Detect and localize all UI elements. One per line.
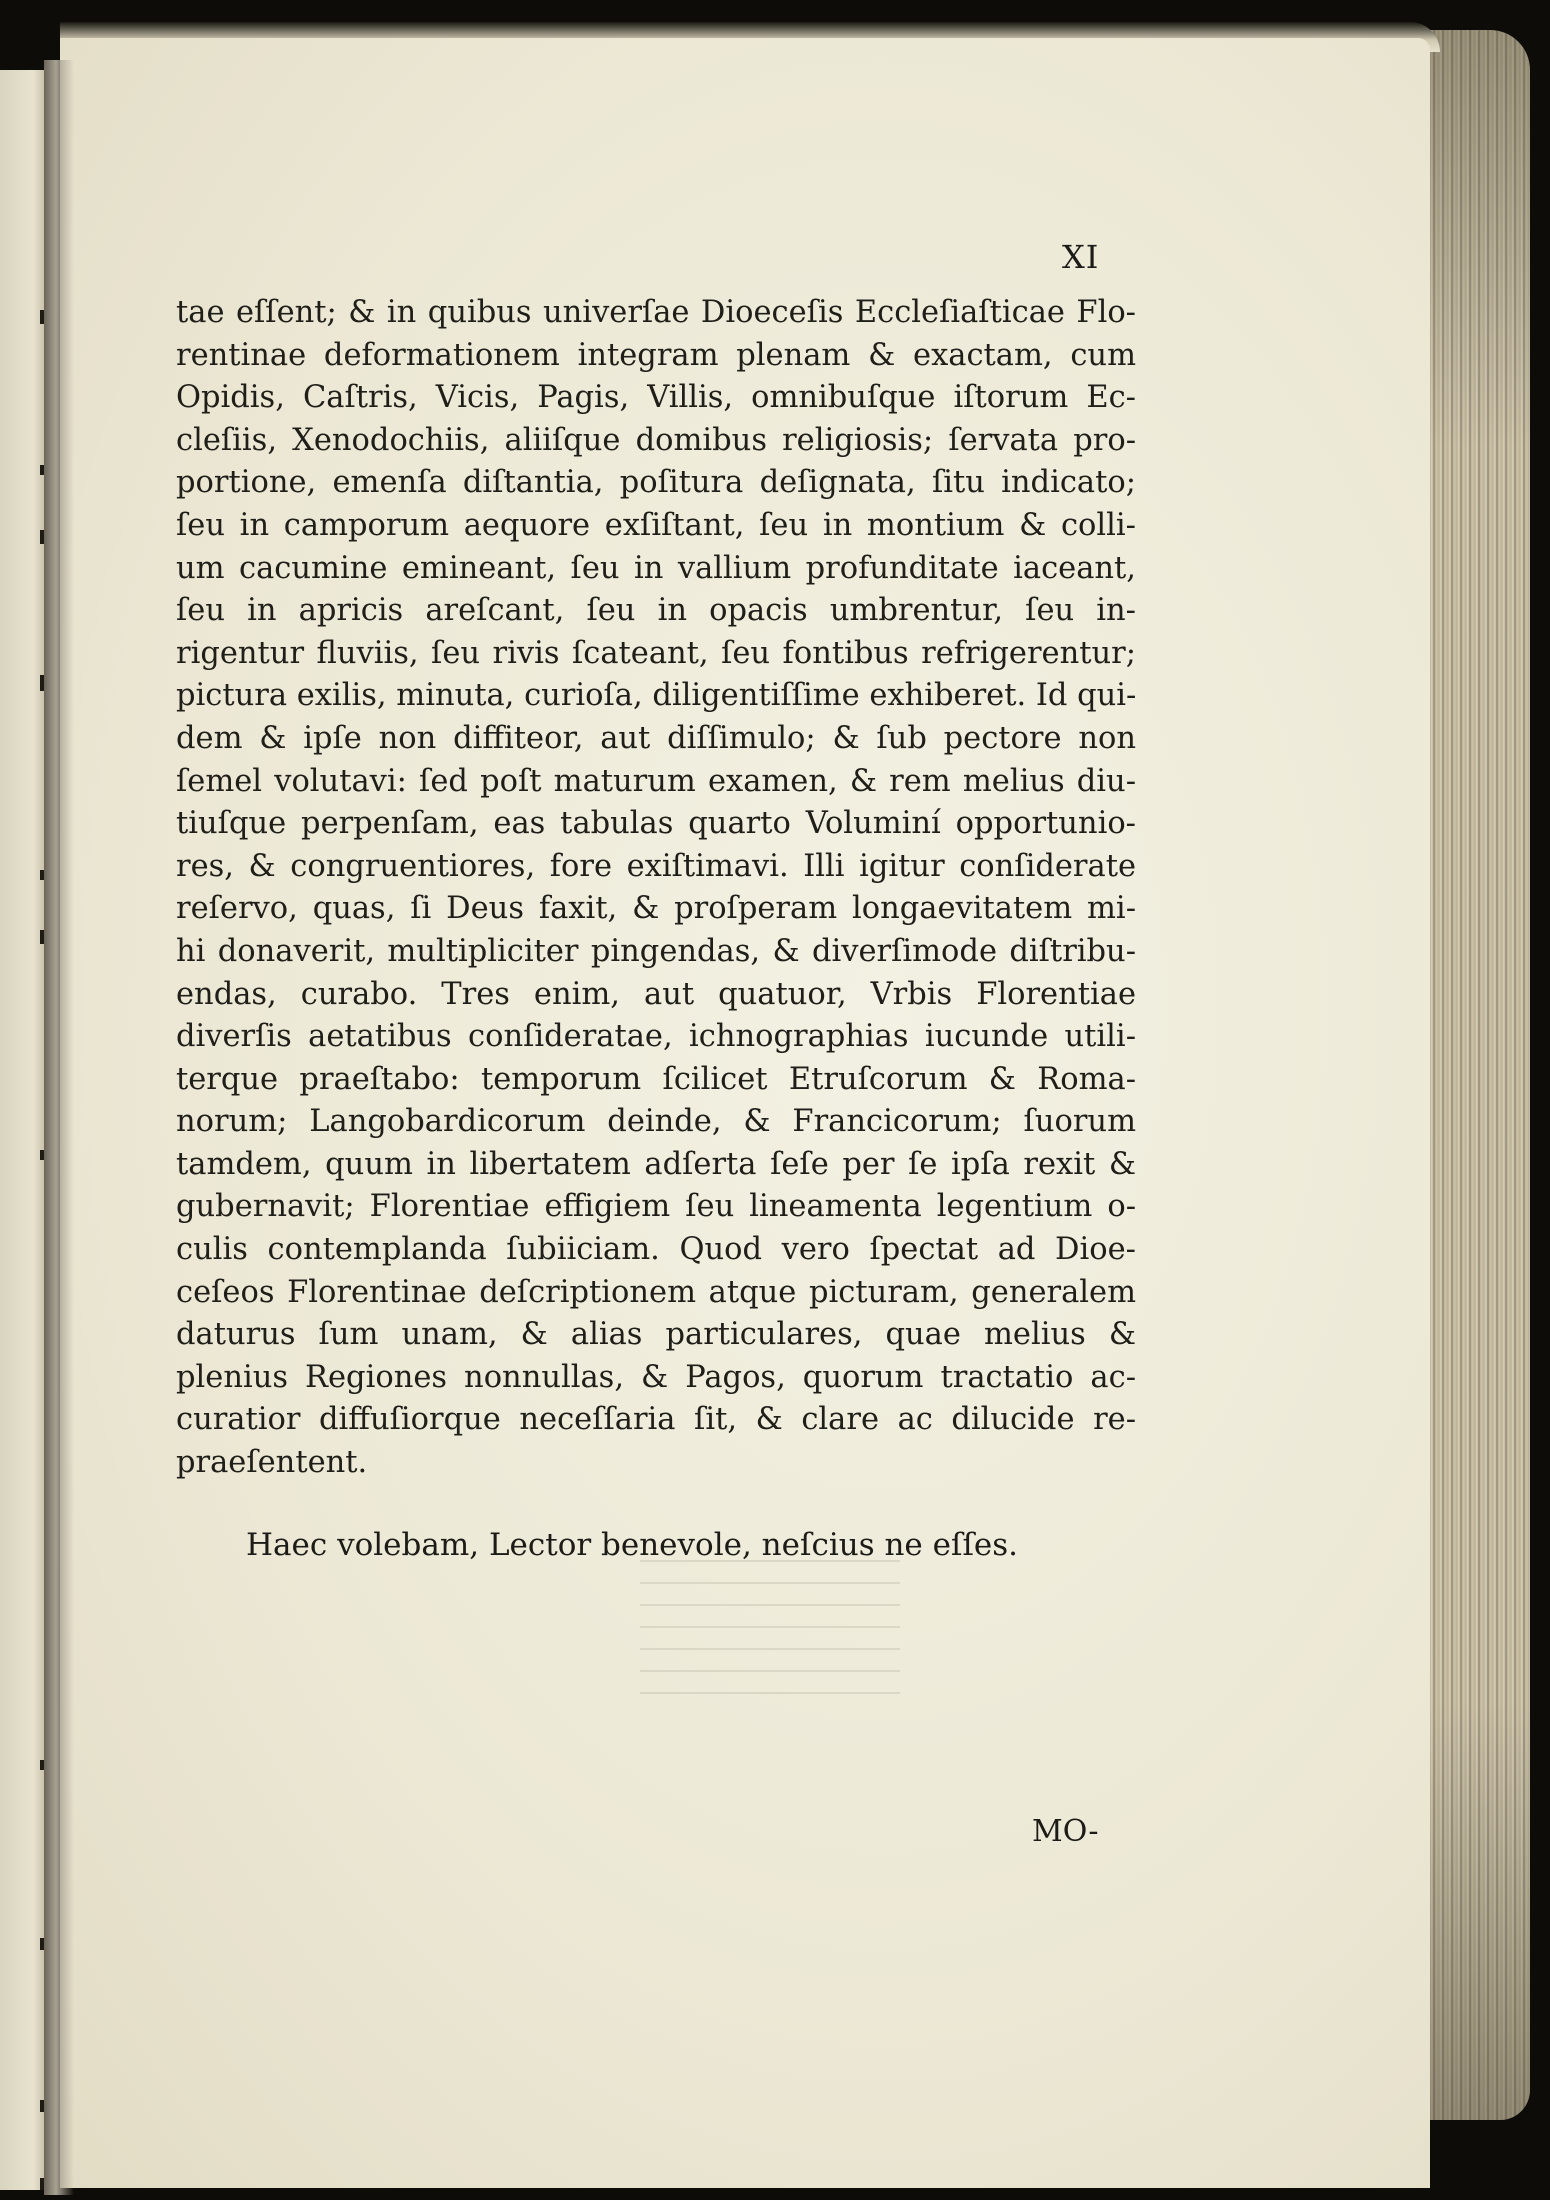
text-line: hi donaverit, multipliciter pingendas, & diverſimode diſtribu- xyxy=(176,933,1136,969)
text-line: dem & ipſe non diffiteor, aut diſſimulo; & ſub pectore non xyxy=(176,720,1136,756)
facing-page-edge xyxy=(0,70,48,2190)
text-line: curatior diffuſiorque neceſſaria ſit, & clare ac dilucide re- xyxy=(176,1402,1136,1438)
text-line: terque praeſtabo: temporum ſcilicet Etruſcorum & Roma- xyxy=(176,1061,1136,1097)
gutter-shadow xyxy=(44,60,74,2195)
closing-sentence: Haec volebam, Lector benevole, neſcius ne eſſes. xyxy=(246,1527,1019,1563)
text-line: Opidis, Caſtris, Vicis, Pagis, Villis, omnibuſque iſtorum Ec- xyxy=(176,380,1136,416)
text-line: ſemel volutavi: ſed poſt maturum examen, & rem melius diu- xyxy=(176,763,1136,799)
text-line: gubernavit; Florentiae effigiem ſeu lineamenta legentium o- xyxy=(176,1189,1136,1225)
text-line: pictura exilis, minuta, curioſa, diligentiſſime exhiberet. Id qui- xyxy=(176,678,1137,714)
bleed-through xyxy=(640,1560,900,1700)
text-line: daturus ſum unam, & alias particulares, quae melius & xyxy=(176,1317,1136,1353)
page-number: XI xyxy=(1062,238,1100,276)
text-line: um cacumine emineant, ſeu in vallium profunditate iaceant, xyxy=(176,550,1136,586)
text-line: res, & congruentiores, fore exiſtimavi. Illi igitur conſiderate xyxy=(176,848,1136,884)
text-line: rentinae deformationem integram plenam & exactam, cum xyxy=(176,337,1136,373)
text-line: plenius Regiones nonnullas, & Pagos, quorum tractatio ac- xyxy=(176,1359,1136,1395)
body-paragraph xyxy=(176,292,1136,1485)
text-line: portione, emenſa diſtantia, poſitura deſignata, ſitu indicato; xyxy=(176,465,1136,501)
text-line: tiuſque perpenſam, eas tabulas quarto Voluminí opportunio- xyxy=(176,806,1136,842)
text-line: rigentur fluviis, ſeu rivis ſcateant, ſeu fontibus refrigerentur; xyxy=(176,635,1136,671)
text-line: culis contemplanda ſubiiciam. Quod vero ſpectat ad Dioe- xyxy=(176,1232,1136,1268)
text-line: tamdem, quum in libertatem adſerta ſeſe per ſe ipſa rexit & xyxy=(176,1146,1136,1182)
text-line: tae eſſent; & in quibus univerſae Dioeceſis Eccleſiaſticae Flo- xyxy=(176,295,1136,330)
catchword: MO- xyxy=(1032,1814,1099,1849)
text-line: cleſiis, Xenodochiis, aliiſque domibus religiosis; ſervata pro- xyxy=(176,422,1136,458)
text-line: praeſentent. xyxy=(176,1445,368,1481)
text-line: norum; Langobardicorum deinde, & Francicorum; ſuorum xyxy=(176,1104,1136,1140)
text-line: endas, curabo. Tres enim, aut quatuor, Vrbis Florentiae xyxy=(176,976,1136,1012)
text-line: ceſeos Florentinae deſcriptionem atque picturam, generalem xyxy=(176,1274,1136,1310)
text-line: ſeu in apricis areſcant, ſeu in opacis umbrentur, ſeu in- xyxy=(176,593,1136,629)
text-line: ſeu in camporum aequore exſiſtant, ſeu in montium & colli- xyxy=(176,507,1136,543)
text-line: diverſis aetatibus conſideratae, ichnographias iucunde utili- xyxy=(176,1019,1136,1055)
text-line: reſervo, quas, ſi Deus faxit, & proſperam longaevitatem mi- xyxy=(176,891,1136,927)
